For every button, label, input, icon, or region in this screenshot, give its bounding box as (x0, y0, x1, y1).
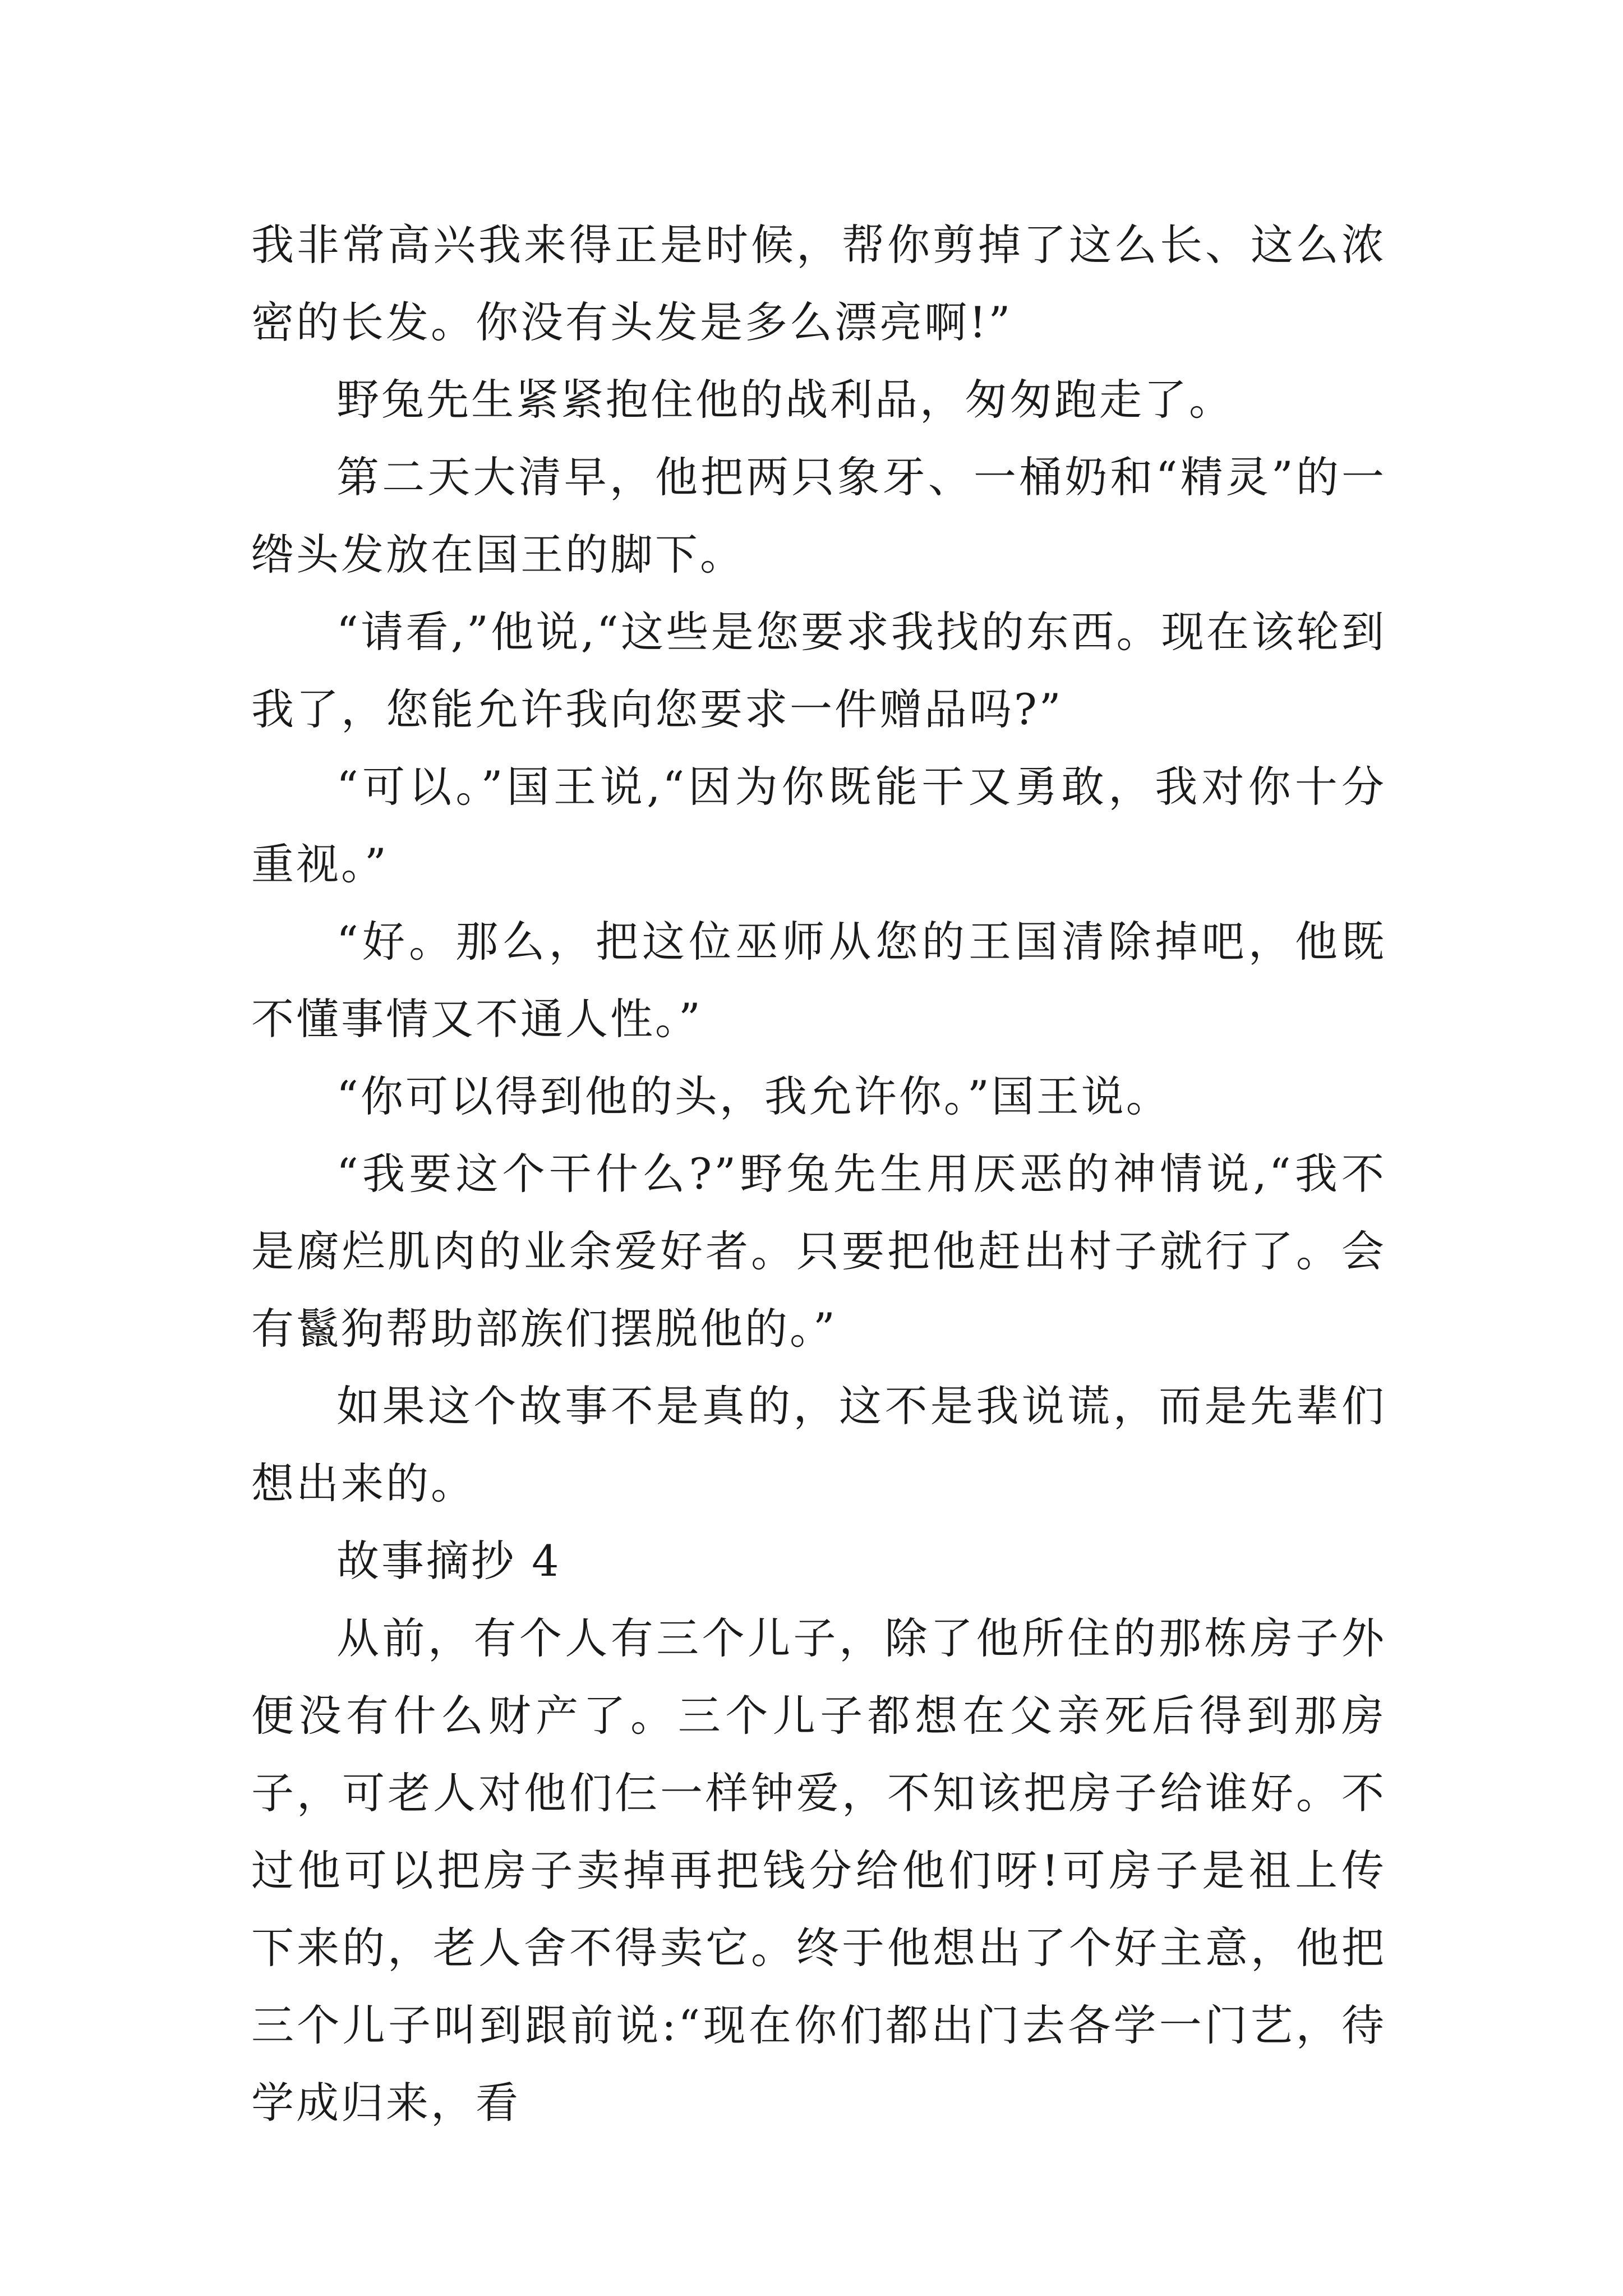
paragraph-4: “请看,”他说,“这些是您要求我找的东西。现在该轮到我了，您能允许我向您要求一件赠品吗?” (251, 607, 1386, 734)
paragraph-9: 如果这个故事不是真的，这不是我说谎，而是先辈们想出来的。 (251, 1381, 1386, 1508)
paragraph-2: 野兔先生紧紧抱住他的战利品，匆匆跑走了。 (336, 375, 1234, 425)
paragraph-10: 从前，有个人有三个儿子，除了他所住的那栋房子外便没有什么财产了。三个儿子都想在父亲死后得到那房子，可老人对他们仨一样钟爱，不知该把房子给谁好。不过他可以把房子卖掉再把钱分给他们呀!可房子是祖上传下来的，老人舍不得卖它。终于他想出了个好主意，他把三个儿子叫到跟前说:“现在你们都出门去各学一门艺，待学成归来，看 (251, 1613, 1386, 2128)
document-page (251, 206, 1386, 2142)
paragraph-1: 我非常高兴我来得正是时候，帮你剪掉了这么长、这么浓密的长发。你没有头发是多么漂亮啊!” (251, 220, 1386, 347)
paragraph-3: 第二天大清早，他把两只象牙、一桶奶和“精灵”的一绺头发放在国王的脚下。 (251, 452, 1386, 579)
paragraph-6: “好。那么，把这位巫师从您的王国清除掉吧，他既不懂事情又不通人性。” (251, 917, 1386, 1044)
paragraph-7: “你可以得到他的头，我允许你。”国王说。 (336, 1071, 1171, 1121)
paragraph-8: “我要这个干什么?”野兔先生用厌恶的神情说,“我不是腐烂肌肉的业余爱好者。只要把他赶出村子就行了。会有鬣狗帮助部族们摆脱他的。” (251, 1149, 1386, 1354)
paragraph-5: “可以。”国王说,“因为你既能干又勇敢，我对你十分重视。” (251, 762, 1386, 889)
section-heading: 故事摘抄 4 (336, 1536, 561, 1586)
